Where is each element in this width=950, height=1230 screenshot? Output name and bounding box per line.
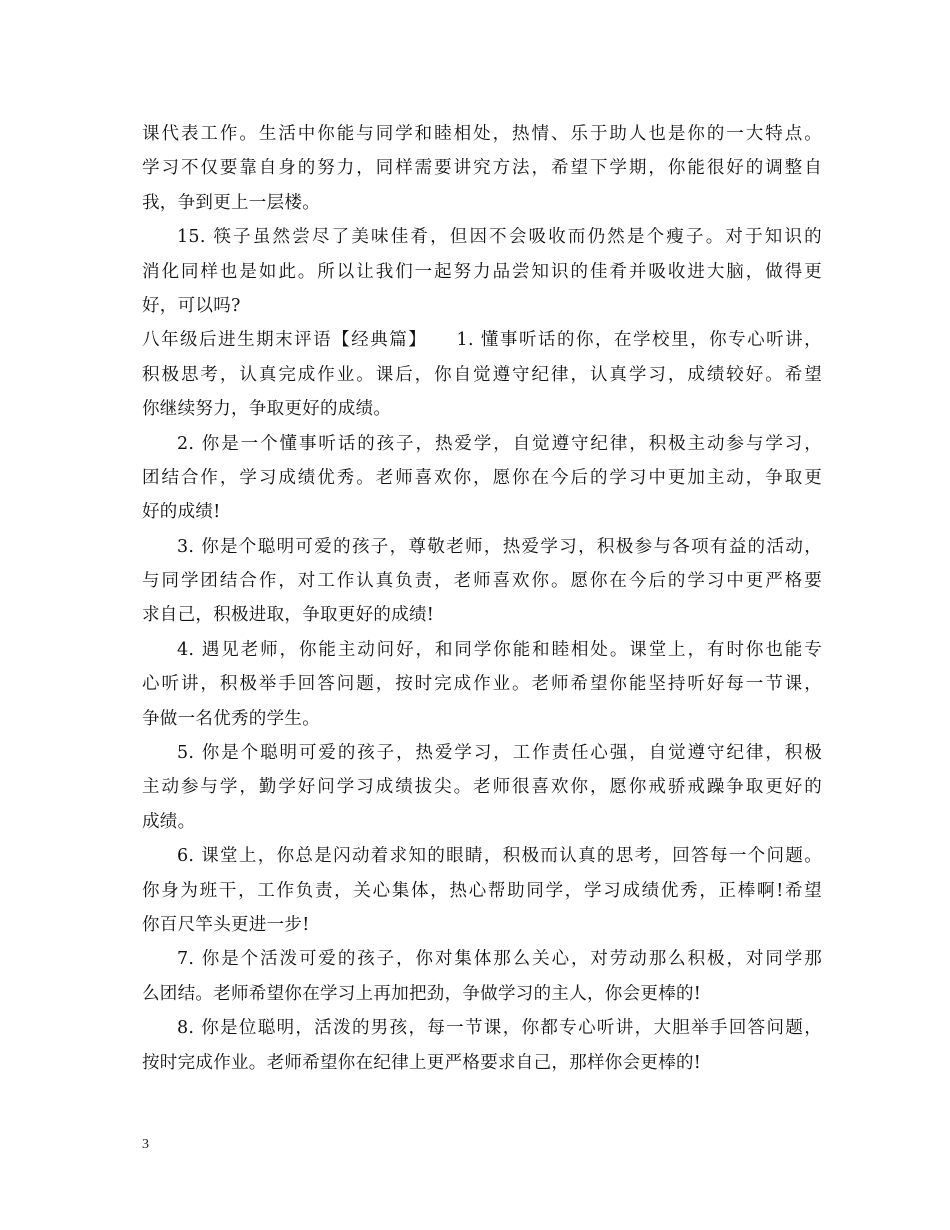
text-line: 主动参与学，勤学好问学习成绩拔尖。老师很喜欢你，愿你戒骄戒躁争取更好的	[142, 777, 822, 798]
text-line: 与同学团结合作，对工作认真负责，老师喜欢你。愿你在今后的学习中更严格要	[142, 571, 822, 592]
text-line: 好，可以吗?	[142, 295, 241, 316]
text-line: 心听讲，积极举手回答问题，按时完成作业。老师希望你能坚持听好每一节课，	[142, 674, 822, 695]
text-line: 6. 课堂上，你总是闪动着求知的眼睛，积极而认真的思考，回答每一个问题。	[177, 846, 822, 867]
page-number: 3	[142, 1137, 149, 1152]
text-line: 好的成绩!	[142, 502, 221, 523]
text-line: 学习不仅要靠自身的努力，同样需要讲究方法，希望下学期，你能很好的调整自	[142, 158, 822, 179]
text-line: 求自己，积极进取，争取更好的成绩!	[142, 605, 435, 626]
text-line: 8. 你是位聪明，活泼的男孩，每一节课，你都专心听讲，大胆举手回答问题，	[177, 1018, 822, 1039]
section-heading-line: 八年级后进生期末评语【经典篇】 1. 懂事听话的你，在学校里，你专心听讲，	[142, 330, 822, 351]
text-line: 团结合作，学习成绩优秀。老师喜欢你，愿你在今后的学习中更加主动，争取更	[142, 467, 822, 488]
text-line: 么团结。老师希望你在学习上再加把劲，争做学习的主人，你会更棒的!	[142, 983, 702, 1004]
text-line: 积极思考，认真完成作业。课后，你自觉遵守纪律，认真学习，成绩较好。希望	[142, 364, 822, 385]
text-line: 成绩。	[142, 811, 196, 832]
text-line: 3. 你是个聪明可爱的孩子，尊敬老师，热爱学习，积极参与各项有益的活动，	[177, 536, 822, 557]
text-line: 7. 你是个活泼可爱的孩子，你对集体那么关心，对劳动那么积极，对同学那	[177, 949, 822, 970]
text-line: 消化同样也是如此。所以让我们一起努力品尝知识的佳肴并吸收进大脑，做得更	[142, 261, 822, 282]
text-line: 15. 筷子虽然尝尽了美味佳肴，但因不会吸收而仍然是个瘦子。对于知识的	[177, 227, 822, 248]
text-line: 争做一名优秀的学生。	[142, 708, 320, 729]
text-line: 4. 遇见老师，你能主动问好，和同学你能和睦相处。课堂上，有时你也能专	[177, 639, 822, 660]
text-line: 5. 你是个聪明可爱的孩子，热爱学习，工作责任心强，自觉遵守纪律，积极	[177, 743, 822, 764]
text-line: 你身为班干，工作负责，关心集体，热心帮助同学，学习成绩优秀，正棒啊!希望	[142, 880, 822, 901]
text-line: 按时完成作业。老师希望你在纪律上更严格要求自己，那样你会更棒的!	[142, 1052, 702, 1073]
text-line: 2. 你是一个懂事听话的孩子，热爱学，自觉遵守纪律，积极主动参与学习，	[177, 433, 822, 454]
text-line: 课代表工作。生活中你能与同学和睦相处，热情、乐于助人也是你的一大特点。	[142, 124, 822, 144]
document-body	[142, 117, 822, 1080]
text-line: 你百尺竿头更进一步!	[142, 914, 310, 935]
text-line: 我，争到更上一层楼。	[142, 192, 320, 213]
text-line: 你继续努力，争取更好的成绩。	[142, 399, 392, 420]
